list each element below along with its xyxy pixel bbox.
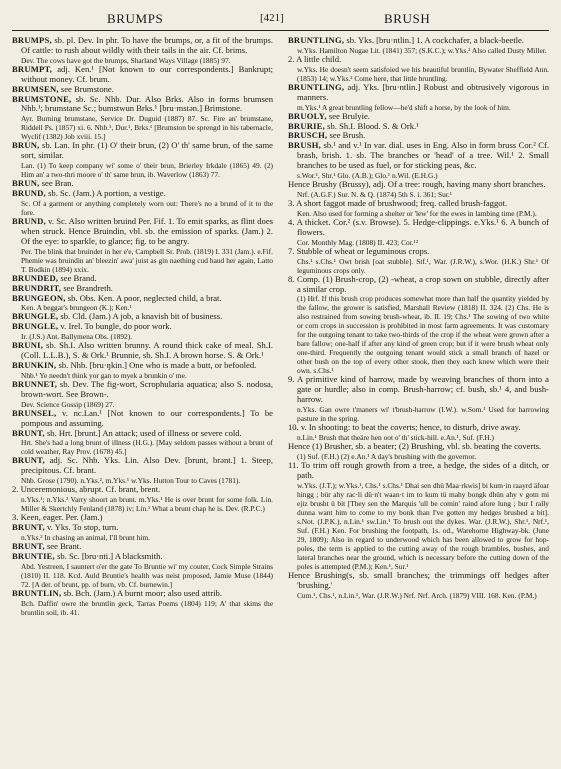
entry-definition: sb. Nhb. [bru·ŋkin.] One who is made a butt, or befooled. — [58, 360, 257, 371]
entry-definition: sb. Sh.I. Also written brunny. A round thick cake of meal. Sh.I. (Coll. L.L.B.), S. & Ork.¹ Brunnie, sb. Sh.I. A brown horse. S. & Ork.¹ — [21, 340, 273, 361]
dictionary-entry — [12, 589, 273, 617]
entry-citation: Ken. A beggar's brungeon (K.); Ken.¹ — [21, 303, 132, 313]
entry-citation: n.Yks. Gan owre t'maners wi' t'brush-harrow (I.W.). w.Som.¹ Used for harrowing pasture in the spring. — [297, 405, 549, 424]
dictionary-entry — [12, 429, 273, 457]
dictionary-entry — [12, 322, 273, 341]
entry-definition: adj. Yks. [bru·ntlin.] Robust and obtrusively vigorous in manners. — [297, 81, 549, 102]
entry-headword: BRUNDED, — [12, 272, 59, 283]
dictionary-page — [12, 8, 549, 763]
entry-definition: see Brumstone. — [60, 83, 114, 94]
dictionary-entry — [288, 199, 549, 218]
entry-headword: BRURIE, — [288, 120, 325, 131]
entry-definition: Hence Brushy (Brussy), adj. Of a tree: rough, having many short branches. — [288, 179, 546, 190]
entry-citation: n.Yks.¹; n.Yks.² Varry shoort an brunt. m.Yks.¹ He is over brunt for some folk. Lin. Miller & Skertchly Fenland (1878) iv; Lin.¹ What a brunt chap he is. Dev. (R.P.C.) — [21, 495, 273, 514]
entry-definition: sb. Obs. Ken. A poor, neglected child, a brat. — [67, 292, 222, 303]
entry-definition: sb. Yks. [bru·ntlin.] 1. A cockchafer, a black-beetle. — [346, 36, 524, 45]
entry-definition: sb. Dev. The fig-wort, Scrophularia aquatica; also S. nodosa, brown-wort. See Brown-. — [21, 378, 273, 399]
entry-citation: n.Yks.² In chasing an animal, I'll brunt him. — [21, 533, 150, 542]
entry-definition: see Bran. — [41, 178, 74, 189]
entry-citation: Dev. Science Gossip (1869) 27. — [21, 399, 115, 409]
dictionary-entry — [12, 217, 273, 274]
dictionary-entry — [288, 55, 549, 83]
entry-citation: w.Yks. He doesn't seem satisfoied we his beautiful bruntlin, Bywater Sheffield Ann. (1853) 14; w.Yks.² Come here, that little bruntling. — [297, 64, 549, 83]
dictionary-entry — [12, 409, 273, 429]
dictionary-entry — [12, 36, 273, 65]
entry-definition: 2. A little child. — [288, 53, 342, 64]
entry-definition: 7. Stubble of wheat or leguminous crops. — [288, 245, 430, 256]
entry-definition: 3. Keen, eager. Per. (Jam.) — [12, 512, 103, 523]
left-column — [12, 36, 273, 763]
entry-citation: Dev. The cows have got the brumps, Sharland Ways Village (1885) 97. — [21, 55, 231, 65]
entry-citation: m.Yks.¹ A great bruntling fellow—he'd shift a horse, by the look of him. — [297, 102, 511, 112]
entry-definition: sb.¹ and v.¹ In var. dial. uses in Eng. Also in form bruss Cor.² Cf. brash, brish. 1. sb. The branches or 'head' of a tree. Wil.¹ 2. Small branches to be used as fuel, or for sticking peas, &c. — [297, 140, 549, 171]
dictionary-entry — [288, 571, 549, 600]
entry-citation: w.Yks. Hamilton Nugae Lit. (1841) 357; (S.K.C.); w.Yks.² Also called Dusty Miller. — [297, 45, 547, 55]
entry-headword: BRUNDRIT, — [12, 282, 62, 293]
entry-citation: s.Wor.¹, Shr.¹ Glo. (A.B.); Glo.¹ n.Wil. (E.H.G.) — [297, 171, 438, 181]
dictionary-entry — [288, 442, 549, 461]
entry-citation: Ken. Also used for forming a shelter or 'lew' for the ewes in lambing time (P.M.). — [297, 208, 537, 218]
entry-definition: Hence Brushing(s, sb. small branches; the trimmings off hedges after 'brushing.' — [288, 569, 549, 590]
entry-definition: sb. Bch. (Jam.) A burnt moor; also used attrib. — [63, 587, 222, 598]
header-right-guideword: BRUSH — [384, 11, 431, 26]
dictionary-entry — [288, 141, 549, 180]
entry-citation: Cor. Monthly Mag. (1808) II. 423; Cor.¹² — [297, 237, 419, 247]
dictionary-entry — [12, 456, 273, 485]
entry-headword: BRUNI, — [12, 340, 44, 351]
dictionary-entry — [12, 485, 273, 513]
entry-citation: (1) Suf. (F.H.) (2) e.An.¹ A day's brushing with the governor. — [297, 451, 477, 461]
text-columns — [12, 36, 549, 763]
entry-headword: BRUMPS, — [12, 36, 52, 45]
entry-citation: Abd. Yestreen, I sauntert o'er the gate To Bruntie wi' my couter, Cock Simple Strains (1810) II. 118. Kcd. Auld Bruntie's health was neist proposed, Jamie Muse (1844) 72. [A der. of brunt, pp. of burn, vb. Cf. burnewin.] — [21, 561, 273, 589]
dictionary-entry — [12, 141, 273, 179]
entry-definition: sb. Sc. (Jam.) A portion, a vestige. — [48, 188, 166, 199]
dictionary-entry — [12, 189, 273, 217]
entry-citation: Chs.¹ s.Chs.¹ Owt brish [oat stubble]. Stf.¹, War. (J.R.W.), s.Wor. (H.K.) Shr.¹ Of leguminous crops only. — [297, 256, 549, 275]
entry-citation: Nrf. (A.G.F.) Sur. N. & Q. (1874) 5th S. i. 361; Sur.¹ — [297, 189, 452, 199]
entry-definition: 8. Comp. (1) Brush-crop, (2) -wheat, a crop sown on stubble, directly after a similar crop. — [288, 273, 549, 294]
entry-definition: 11. To trim off rough growth from a tree, a hedge, the sides of a ditch, or path. — [288, 459, 549, 480]
dictionary-entry — [288, 275, 549, 376]
dictionary-entry — [288, 83, 549, 112]
entry-citation: Bch. Daffin' owre the bruntlin geck, Tarras Poems (1804) 119; A' that skims the bruntlin soil, ib. 41. — [21, 598, 273, 617]
dictionary-entry — [288, 218, 549, 247]
dictionary-entry — [288, 247, 549, 275]
entry-headword: BRUNT, — [12, 455, 45, 466]
dictionary-entry — [12, 361, 273, 380]
entry-definition: see Brandreth. — [63, 282, 113, 293]
entry-definition: 10. v. In shooting: to beat the coverts; hence, to disturb, drive away. — [288, 422, 521, 433]
entry-definition: 4. A thicket. Cor.² (s.v. Browse). 5. Hedge-clippings. e.Yks.¹ 6. A bunch of flowers. — [288, 216, 549, 237]
entry-headword: BRUNKIN, — [12, 360, 57, 371]
entry-citation: n.Lin.¹ Brush that theäre hen oot o' th' stick-hill. e.An.¹, Suf. (F.H.) — [297, 433, 494, 443]
entry-definition: 9. A primitive kind of harrow, made by weaving branches of thorn into a gate or hurdle; also in comp. Brush-harrow; cf. bush, sb.¹ 4, and bush-harrow. — [288, 374, 549, 405]
entry-headword: BRUND, — [12, 188, 46, 199]
entry-definition: sb. Lan. In phr. (1) O' their brun, (2) O' th' same brun, of the same sort, similar. — [21, 140, 273, 161]
dictionary-entry — [288, 461, 549, 571]
dictionary-entry — [12, 65, 273, 85]
entry-definition: Hence (1) Brusher, sb. a beater; (2) Brushing, vbl. sb. beating the coverts. — [288, 441, 542, 452]
entry-citation: w.Yks. (J.T.); w.Yks.¹, Chs.¹ s.Chs.¹ Dhai sen dhü Maa·rkwis] bi kum·in raayrd äfoar hingg ; bür ahy rac·li dü·n't waan·t im to kum tü mahy bongk dhün ahy v gotn mi ejiz brusht ü bit [They sen the Marquis 'ull be comin' raind afore lung ; bur I rally dunna want him to come to my bonk than I've gotten my hedges brushed a bit]. s.Not. (J.P.K.), n.Lin.¹ sw.Lin.¹ To brush out the dykes. War. (J.R.W.), Shr.¹, Nrf.¹, Suf. (F.H.) Ken. For brushing the footpath, 1s. od., Warehorne Highway-bk. (June 29, 1809); Also in regard to underwood which has been allowed to grow for hop-poles, the term is applied to the cutting away of the rough brambles, bushes, and lateral branches near the ground, which is necessary before the cutting down of the poles is attempted (P.M.); Ken.¹, Sur.¹ — [297, 480, 549, 571]
right-column — [288, 36, 549, 763]
entry-citation: Ayr. Burning brumstane, Service Dr. Duguid (1887) 87. Sc. Fire an' brumstane, Riddell Ps. (1857) xi. 6. Nhb.¹, Dur.¹, Brks.¹ [Brumston be sprengd in his tabernacle, Wyclif (1382) Job xviii. 15.] — [21, 114, 273, 142]
entry-headword: BRUNGLE, — [12, 311, 59, 322]
entry-definition: 3. A short faggot made of brushwood; freq. called brush-faggot. — [288, 197, 508, 208]
entry-headword: BRUNSEL, — [12, 407, 57, 418]
entry-headword: BRUNTLING, — [288, 81, 345, 92]
entry-citation: Nhb. Grose (1790). n.Yks.², m.Yks.¹ w.Yks. Hutton Tour to Caves (1781). — [21, 476, 241, 486]
entry-definition: sb. Sh.I. Blood. S. & Ork.¹ — [327, 120, 419, 131]
entry-citation: Cum.¹, Chs.¹, n.Lin.¹, War. (J.R.W.) Nrf. Nrf. Arch. (1879) VIII. 168. Ken. (P.M.) — [297, 590, 537, 600]
dictionary-entry — [288, 36, 549, 55]
page-number: [421] — [260, 12, 284, 24]
entry-headword: BRUMPT, — [12, 63, 53, 74]
entry-headword: BRUMSTONE, — [12, 93, 72, 104]
entry-citation: Lan. (1) To keep company wi' some o' their brun, Brierley Irkdale (1865) 49. (2) Him an' a two-thri moore o' th' same brun, ib. Waverlow (1863) 77. — [21, 161, 273, 180]
entry-definition: sb. Sc. [bru·nti.] A blacksmith. — [57, 550, 163, 561]
entry-headword: BRUN, — [12, 178, 40, 189]
entry-citation: (1) Hrf. If this brush crop produces somewhat more than half the quantity yielded by the fallow, the grower is satisfied, Marshall Review (1818) II. 324. (2) Chs. He is also restrained from sowing brush-wheat, ib. II. 19; Chs.¹ The sowing of two white or corn crops in succession is prohibited in most farm agreements. It was customary for the outgoing tenant to take two-thirds of the crop if the wheat were grown after a bare fallow; one-half if after any kind of green crop; but if it were brush wheat only one-third. Frequently the outgoing tenant would stick a small branch of hazel or other bush on the top of every other stook, then they each knew which were their own. s.Chs.¹ — [297, 294, 549, 376]
dictionary-entry — [12, 294, 273, 313]
entry-definition: v. Yks. To stop, turn. — [46, 522, 119, 533]
dictionary-entry — [12, 552, 273, 589]
entry-definition: sb. Cld. (Jam.) A job, a knavish bit of business. — [60, 311, 223, 322]
dictionary-entry — [12, 380, 273, 409]
entry-citation: Ir. (J.S.) Ant. Ballymena Obs. (1892). — [21, 332, 133, 342]
entry-headword: BRUNT, — [12, 427, 45, 438]
entry-definition: v. Irel. To bungle, do poor work. — [60, 321, 172, 332]
entry-definition: sb. pl. Dev. In phr. To have the brumps, or, a fit of the brumps. Of cattle: to rush about wildly with their tails in the air. Cf. brims. — [21, 36, 273, 55]
dictionary-entry — [288, 423, 549, 442]
entry-definition: 2. Unceremonious, abrupt. Cf. brant, brent. — [12, 484, 161, 495]
entry-definition: see Brant. — [46, 541, 82, 551]
entry-headword: BRUNTIE, — [12, 550, 55, 561]
entry-definition: v. Sc. Also written bruind Per. Fif. 1. To emit sparks, as flint does when struck. Hence Bruindin, vbl. sb. the emission of sparks. (Jam.) 2. Of the eye: to sparkle, to glance; fig. to be angry. — [21, 215, 273, 246]
entry-headword: BRUNNET, — [12, 378, 58, 389]
dictionary-entry — [288, 375, 549, 423]
entry-headword: BRUMSEN, — [12, 83, 59, 94]
entry-citation: Sc. Of a garment or anything completely worn out: There's no a brund of it to the fore. — [21, 198, 273, 217]
entry-headword: BRUN, — [12, 140, 40, 151]
entry-headword: BRUNTLIN, — [12, 587, 62, 598]
entry-headword: BRUNTLING, — [288, 36, 345, 45]
entry-definition: adj. Sc. Nhb. Yks. Lin. Also Dev. [brunt, brənt.] 1. Steep, precipitous. Cf. brant. — [21, 455, 273, 476]
entry-headword: BRUOLY, — [288, 110, 327, 121]
entry-definition: see Brulyie. — [328, 110, 370, 121]
entry-citation: Hrt. She's had a long brunt of illness (H.G.). [May seldom passes without a brunt of cold weather, Ray Prov. (1678) 45.] — [21, 438, 273, 457]
entry-headword: BRUNGEON, — [12, 292, 66, 303]
entry-citation: Nhb.¹ Ye needn't think yor gan to myek a brunkin o' me. — [21, 370, 187, 380]
dictionary-entry — [12, 523, 273, 542]
dictionary-entry — [288, 180, 549, 199]
dictionary-entry — [12, 341, 273, 361]
entry-headword: BRUSH, — [288, 140, 321, 151]
dictionary-entry — [12, 95, 273, 142]
entry-headword: BRUND, — [12, 215, 46, 226]
entry-definition: see Brand. — [60, 272, 97, 283]
entry-definition: see Brush. — [329, 130, 366, 141]
entry-definition: v. nc.Lan.¹ [Not known to our correspondents.] To be pompous and assuming. — [21, 407, 273, 428]
entry-citation: Per. The blink that bruindet in her e'e, Campbell Sr. Prob. (1819) I. 331 (Jam.). e.Fif. Phemie was bruindin an' bleezin' awa' juist as gin naething cud haud her again, Latto T. Bodkin (1894) xxix. — [21, 246, 273, 274]
entry-headword: BRUNGLE, — [12, 321, 59, 332]
entry-definition: adj. Ken.¹ [Not known to our correspondents.] Bankrupt; without money. Cf. brum. — [21, 63, 273, 84]
page-header — [12, 8, 549, 31]
entry-headword: BRUSCH, — [288, 130, 328, 141]
entry-headword: BRUNT, — [12, 522, 45, 533]
entry-definition: sb. Hrt. [brunt.] An attack; used of illness or severe cold. — [46, 427, 242, 438]
entry-headword: BRUNT, — [12, 541, 45, 551]
header-left-guideword: BRUMPS — [107, 11, 164, 26]
entry-definition: sb. Sc. Nhb. Dur. Also Brks. Also in forms brumsen Nhb.¹; brumstane Sc.; bumstwun Brks.¹ [bru·mstən.] Brimstone. — [21, 93, 273, 114]
